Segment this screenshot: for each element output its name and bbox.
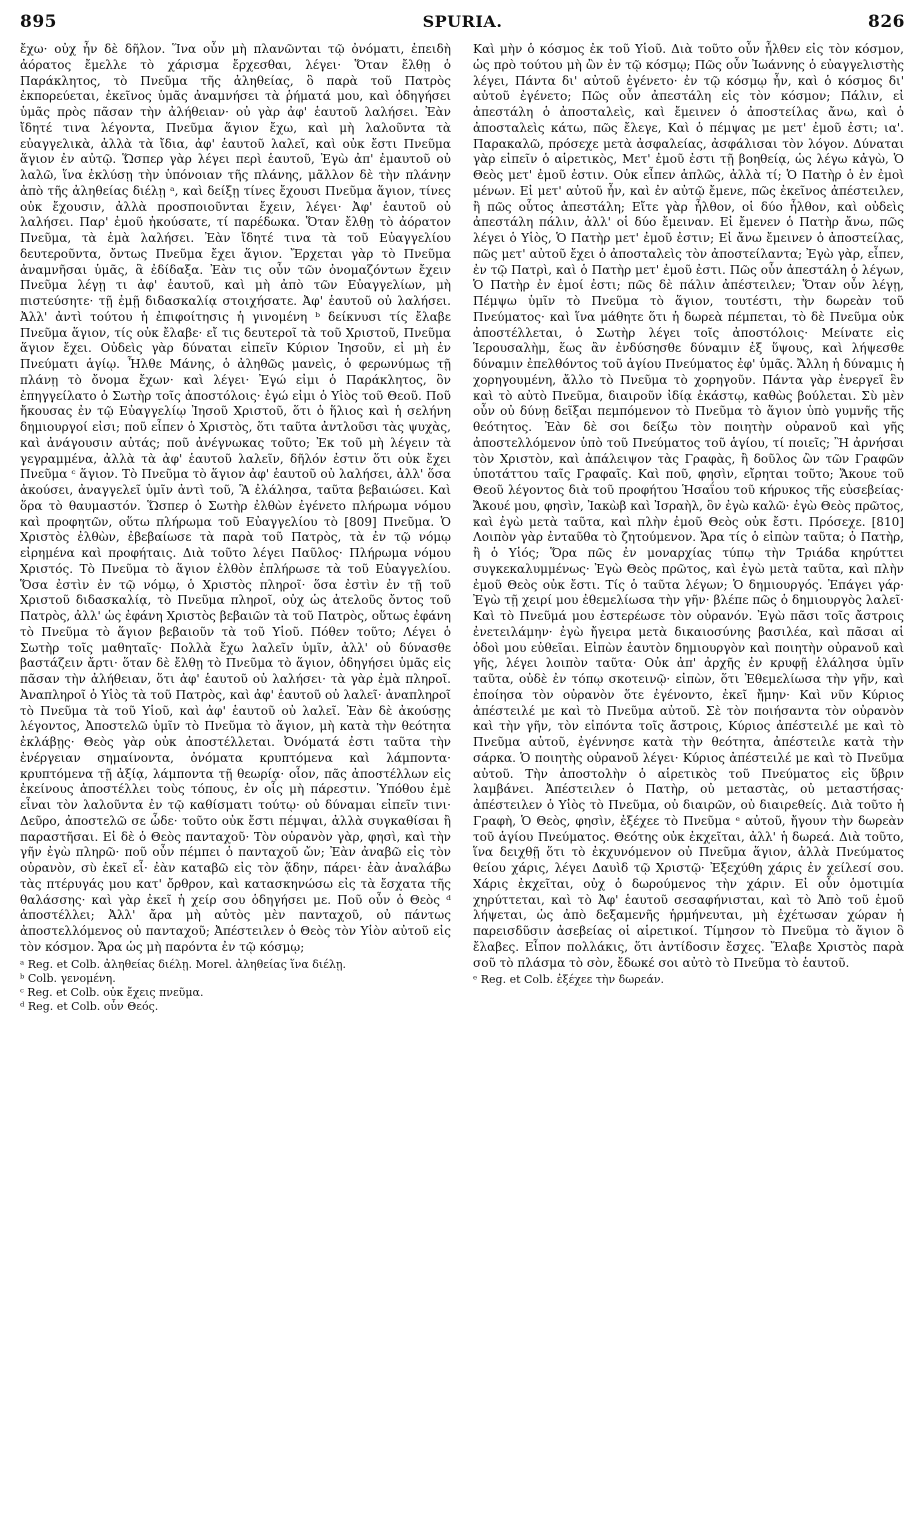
- left-footnotes: [20, 958, 451, 1014]
- page-number-right: 826: [868, 12, 905, 32]
- text-columns: [20, 42, 905, 1014]
- footnote: ᵈ Reg. et Colb. οὖν Θεός.: [20, 999, 159, 1013]
- left-column: [20, 42, 451, 1014]
- footnote: ᵉ Reg. et Colb. ἐξέχεε τὴν δωρεάν.: [473, 973, 665, 987]
- running-head: [20, 12, 905, 42]
- running-title: SPURIA.: [422, 12, 503, 31]
- footnote: ᵃ Reg. et Colb. ἀληθείας διέλῃ. Morel. ἀληθείας ἵνα διέλῃ.: [20, 957, 346, 971]
- right-footnotes: [473, 973, 904, 987]
- page-number-left: 895: [20, 12, 57, 32]
- right-column: [473, 42, 904, 1014]
- footnote: ᵇ Colb. γενομένη.: [20, 971, 116, 985]
- footnote: ᶜ Reg. et Colb. οὐκ ἔχεις πνεῦμα.: [20, 985, 204, 999]
- left-column-text: ἔχω· οὐχ ἦν δὲ δῆλον. Ἵνα οὖν μὴ πλανῶνται τῷ ὀνόματι, ἐπειδὴ ἀόρατος ἔμελλε τὸ χάρισμα ἔρχεσθαι, λέγει· Ὅταν ἔλθῃ ὁ Παράκλητος, τὸ Πνεῦμα τῆς ἀληθείας, ὃ παρὰ τοῦ Πατρὸς ἐκπορεύεται, ἐκεῖνος ὑμᾶς ἀναμνήσει τὰ ῥήματά μου, καὶ ὁδηγήσει ὑμᾶς πρὸς πᾶσαν τὴν ἀλήθειαν· οὐ γὰρ ἀφ' ἑαυτοῦ λαλήσει. Ἐὰν ἴδητέ τινα λέγοντα, Πνεῦμα ἅγιον ἔχω, καὶ μὴ λαλοῦντα τὰ εὐαγγελικὰ, ἀλλὰ τὰ ἴδια, ἀφ' ἑαυτοῦ λαλεῖ, καὶ οὐκ ἔστι Πνεῦμα ἅγιον ἐν αὐτῷ. Ὥσπερ γὰρ λέγει περὶ ἑαυτοῦ, Ἐγὼ ἀπ' ἐμαυτοῦ οὐ λαλῶ, ἵνα ἐκλύσῃ τὴν ὑπόνοιαν τῆς πλάνης, μᾶλλον δὲ τὴν πλάνην ἀπὸ τῆς ἀληθείας διέλῃ ᵃ, καὶ δείξῃ τίνες ἔχουσι Πνεῦμα ἅγιον, τίνες οὐκ ἔχουσιν, ἀλλὰ προσποιοῦνται ἔχειν, λέγει· Ἀφ' ἑαυτοῦ οὐ λαλήσει. Παρ' ἐμοῦ ἠκούσατε, τί παρέδωκα. Ὅταν ἔλθῃ τὸ ἀόρατον Πνεῦμα, τὰ ἐμὰ λαλήσει. Ἐὰν ἴδητέ τινα τὰ τοῦ Εὐαγγελίου δευτεροῦντα, ὄντως Πνεῦμα ἔχει ἅγιον. Ἔρχεται γὰρ τὸ Πνεῦμα ἀναμνῆσαι ὑμᾶς, ἃ ἐδίδαξα. Ἐὰν τις οὖν τῶν ὀνομαζόντων ἔχειν Πνεῦμα λέγῃ τι ἀφ' ἑαυτοῦ, καὶ μὴ ἀπὸ τῶν Εὐαγγελίων, μὴ πιστεύσητε· τῇ ἐμῇ διδασκαλίᾳ στοιχήσατε. Ἀφ' ἑαυτοῦ οὐ λαλήσει. Ἀλλ' ἀντὶ τούτου ἡ ἐπιφοίτησις ἡ γινομένη ᵇ δείκνυσι τίς ἔλαβε Πνεῦμα ἅγιον, τίς οὐκ ἔλαβε· εἴ τις δευτεροῖ τὰ τοῦ Χριστοῦ, Πνεῦμα ἅγιον ἔχει. Οὐδεὶς γὰρ δύναται εἰπεῖν Κύριον Ἰησοῦν, εἰ μὴ ἐν Πνεύματι ἁγίῳ. Ἦλθε Μάνης, ὁ ἀληθῶς μανεὶς, ὁ φερωνύμως τῇ πλάνῃ τὸ ὄνομα ἔχων· καὶ λέγει· Ἐγώ εἰμι ὁ Παράκλητος, ὃν ἐπηγγείλατο ὁ Σωτὴρ τοῖς ἀποστόλοις· ἐγώ εἰμι ὁ Υἱὸς τοῦ Θεοῦ. Ποῦ ἤκουσας ἐν τῷ Εὐαγγελίῳ Ἰησοῦ Χριστοῦ, ὅτι ὁ ἥλιος καὶ ἡ σελήνη δημιουργοί εἰσι; ποῦ εἶπεν ὁ Χριστὸς, ὅτι ταῦτα ἀντλοῦσι τὰς ψυχὰς, καὶ ἀνάγουσιν αὐτάς; ποῦ ἀνέγνωκας τοῦτο; Ἐκ τοῦ μὴ λέγειν τὰ γεγραμμένα, ἀλλὰ τὰ ἀφ' ἑαυτοῦ λαλεῖν, δῆλόν ἐστιν ὅτι οὐκ ἔχει Πνεῦμα ᶜ ἅγιον. Τὸ Πνεῦμα τὸ ἅγιον ἀφ' ἑαυτοῦ οὐ λαλήσει, ἀλλ' ὅσα ἀκούσει, ἀναγγελεῖ ὑμῖν ἀντὶ τοῦ, Ἃ ἐλάλησα, ταῦτα βεβαιώσει. Καὶ ὅρα τὸ θαυμαστόν. Ὥσπερ ὁ Σωτὴρ ἐλθὼν ἐγένετο πλήρωμα νόμου καὶ προφητῶν, οὕτω πλήρωμα τοῦ Εὐαγγελίου τὸ [809] Πνεῦμα. Ὁ Χριστὸς ἐλθὼν, ἐβεβαίωσε τὰ παρὰ τοῦ Πατρὸς, τὰ ἐν τῷ νόμῳ εἰρημένα καὶ προφήταις. Διὰ τοῦτο λέγει Παῦλος· Πλήρωμα νόμου Χριστός. Τὸ Πνεῦμα τὸ ἅγιον ἐλθὸν ἐπλήρωσε τὰ τοῦ Εὐαγγελίου. Ὅσα ἐστὶν ἐν τῷ νόμῳ, ὁ Χριστὸς πληροῖ· ὅσα ἐστὶν ἐν τῇ τοῦ Χριστοῦ διδασκαλίᾳ, τὸ Πνεῦμα πληροῖ, οὐχ ὡς ἀτελοῦς ὄντος τοῦ Πατρὸς, ἀλλ' ὡς ἐφάνη Χριστὸς βεβαιῶν τὰ τοῦ Πατρὸς, οὕτως ἐφάνη τὸ Πνεῦμα τὸ ἅγιον βεβαιοῦν τὰ τοῦ Υἱοῦ. Πόθεν τοῦτο; Λέγει ὁ Σωτὴρ τοῖς μαθηταῖς· Πολλὰ ἔχω λαλεῖν ὑμῖν, ἀλλ' οὐ δύνασθε βαστάζειν ἄρτι· ὅταν δὲ ἔλθῃ τὸ Πνεῦμα τὸ ἅγιον, ὁδηγήσει ὑμᾶς εἰς πᾶσαν τὴν ἀλήθειαν, ὅτι ἀφ' ἑαυτοῦ οὐ λαλήσει· τὰ γὰρ ἐμὰ πληροῖ. Ἀναπληροῖ ὁ Υἱὸς τὰ τοῦ Πατρὸς, καὶ ἀφ' ἑαυτοῦ οὐ λαλεῖ· ἀναπληροῖ τὸ Πνεῦμα τὰ τοῦ Υἱοῦ, καὶ ἀφ' ἑαυτοῦ οὐ λαλεῖ. Ἐὰν δὲ ἀκούσῃς λέγοντος, Ἀποστελῶ ὑμῖν τὸ Πνεῦμα τὸ ἅγιον, μὴ κατὰ τὴν θεότητα ἐκλάβῃς· Θεὸς γὰρ οὐκ ἀποστέλλεται. Ὀνόματά ἐστι ταῦτα τὴν ἐνέργειαν σημαίνοντα, ὀνόματα κρυπτόμενα καὶ λάμποντα· κρυπτόμενα τῇ ἀξίᾳ, λάμποντα τῇ θεωρίᾳ· οἷον, πᾶς ἀποστέλλων εἰς ἐκείνους ἀποστέλλει τοὺς τόπους, ἐν οἷς μὴ πάρεστιν. Ὑπόθου ἐμὲ εἶναι τὸν λαλοῦντα ἐν τῷ καθίσματι τούτῳ· οὐ δύναμαι εἰπεῖν τινι· Δεῦρο, ἀποστελῶ σε ὧδε· τοῦτο οὐκ ἔστι πέμψαι, ἀλλὰ συγκαθίσαι ἢ παραστῆσαι. Εἰ δὲ ὁ Θεὸς πανταχοῦ· Τὸν οὐρανὸν γὰρ, φησὶ, καὶ τὴν γῆν ἐγὼ πληρῶ· ποῦ οὖν πέμπει ὁ πανταχοῦ ὤν; Ἐὰν ἀναβῶ εἰς τὸν οὐρανὸν, σὺ ἐκεῖ εἶ· ἐὰν καταβῶ εἰς τὸν ᾅδην, πάρει· ἐὰν ἀναλάβω τὰς πτέρυγάς μου κατ' ὄρθρον, καὶ κατασκηνώσω εἰς τὰ ἔσχατα τῆς θαλάσσης· καὶ γὰρ ἐκεῖ ἡ χείρ σου ὁδηγήσει με. Ποῦ οὖν ὁ Θεὸς ᵈ ἀποστέλλει; Ἀλλ' ἄρα μὴ αὐτὸς μὲν πανταχοῦ, οὐ πάντως ἀποστελλόμενος οὐ πανταχοῦ; Ἀπέστειλεν ὁ Θεὸς τὸν Υἱὸν αὐτοῦ εἰς τὸν κόσμον. Ἄρα ὡς μὴ παρόντα ἐν τῷ κόσμῳ;: [20, 42, 451, 954]
- right-column-text: Καὶ μὴν ὁ κόσμος ἐκ τοῦ Υἱοῦ. Διὰ τοῦτο οὖν ἦλθεν εἰς τὸν κόσμον, ὡς πρὸ τούτου μὴ ὢν ἐν τῷ κόσμῳ; Πῶς οὖν Ἰωάννης ὁ εὐαγγελιστὴς λέγει, Πάντα δι' αὐτοῦ ἐγένετο· ἐν τῷ κόσμῳ ἦν, καὶ ὁ κόσμος δι' αὐτοῦ ἐγένετο; Πῶς οὖν ἀπεστάλη εἰς τὸν κόσμον; Πάλιν, εἰ ἀπεστάλη ὁ ἀποσταλεὶς, καὶ ἔμεινεν ὁ ἀποστείλας ἄνω, καὶ ὁ ἀποσταλεὶς κάτω, πῶς ἔλεγε, Καὶ ὁ πέμψας με μετ' ἐμοῦ ἐστι; ια'. Παρακαλῶ, πρόσεχε μετὰ ἀσφαλείας, ἀσφάλισαι τὸν λόγον. Δύναται γὰρ εἰπεῖν ὁ αἱρετικὸς, Μετ' ἐμοῦ ἐστι τῇ βοηθείᾳ, ὡς λέγω κἀγὼ, Ὁ Θεὸς μετ' ἐμοῦ ἐστιν. Οὐκ εἶπεν ἁπλῶς, ἀλλὰ τί; Ὁ Πατὴρ ὁ ἐν ἐμοὶ μένων. Εἰ μετ' αὐτοῦ ἦν, καὶ ἐν αὐτῷ ἔμενε, πῶς ἐκεῖνος ἀπέστειλεν, ἢ πῶς οὗτος ἀπεστάλη; Εἴτε γὰρ ἦλθον, οἱ δύο ἦλθον, καὶ οὐδεὶς ἀπεστάλη πάλιν, ἀλλ' οἱ δύο ἔμειναν. Εἰ ἔμενεν ὁ Πατὴρ ἄνω, πῶς λέγει ὁ Υἱὸς, Ὁ Πατὴρ μετ' ἐμοῦ ἐστιν; Εἰ ἄνω ἔμεινεν ὁ ἀποστείλας, πῶς μετ' αὐτοῦ ἔχει ὁ ἀποσταλεὶς τὸν ἀποστείλαντα; Ἐγὼ γὰρ, εἶπεν, ἐν τῷ Πατρὶ, καὶ ὁ Πατὴρ μετ' ἐμοῦ ἐστι. Πῶς οὖν ἀπεστάλη ὁ λέγων, Ὁ Πατὴρ ἐν ἐμοί ἐστι; πῶς δὲ πάλιν ἀπέστειλεν; Ὅταν οὖν λέγῃ, Πέμψω ὑμῖν τὸ Πνεῦμα τὸ ἅγιον, τουτέστι, τὴν δωρεὰν τοῦ Πνεύματος· καὶ ἵνα μάθητε ὅτι ἡ δωρεὰ πέμπεται, τὸ δὲ Πνεῦμα οὐκ ἀποστέλλεται, ὁ Σωτὴρ λέγει τοῖς ἀποστόλοις· Μείνατε εἰς Ἱερουσαλὴμ, ἕως ἂν ἐνδύσησθε δύναμιν ἐξ ὕψους, καὶ λήψεσθε δύναμιν ἐπελθόντος τοῦ ἁγίου Πνεύματος ἐφ' ὑμᾶς. Ἄλλη ἡ δύναμις ἡ χορηγουμένη, ἄλλο τὸ Πνεῦμα τὸ χορηγοῦν. Πάντα γὰρ ἐνεργεῖ ἓν καὶ τὸ αὐτὸ Πνεῦμα, διαιροῦν ἰδίᾳ ἑκάστῳ, καθὼς βούλεται. Σὺ μὲν οὖν οὐ δύνῃ δεῖξαι πεμπόμενον τὸ Πνεῦμα τὸ ἅγιον ὑπὸ γυμνῆς τῆς θεότητος. Ἐὰν δὲ σοι δείξω τὸν ποιητὴν οὐρανοῦ καὶ γῆς ἀποστελλόμενον ὑπὸ τοῦ Πνεύματος τοῦ ἁγίου, τί ποιεῖς; Ἢ ἀρνήσαι τὸν Χριστὸν, καὶ ἀπάλειψον τὰς Γραφὰς, ἢ δοῦλος ὢν τῶν Γραφῶν ὑποτάττου ταῖς Γραφαῖς. Καὶ ποῦ, φησὶν, εἴρηται τοῦτο; Ἄκουε τοῦ Θεοῦ λέγοντος διὰ τοῦ προφήτου Ἡσαΐου τοῦ κήρυκος τῆς εὐσεβείας· Ἄκουέ μου, φησὶν, Ἰακὼβ καὶ Ἰσραὴλ, ὃν ἐγὼ καλῶ· ἐγὼ Θεὸς πρῶτος, καὶ ἐγὼ μετὰ ταῦτα, καὶ πλὴν ἐμοῦ Θεὸς οὐκ ἔστι. Πρόσεχε. [810] Λοιπὸν γὰρ ἐνταῦθα τὸ ζητούμενον. Ἄρα τίς ὁ εἰπὼν ταῦτα; ὁ Πατὴρ, ἢ ὁ Υἱός; Ὅρα πῶς ἐν μοναρχίας τύπῳ τὴν Τριάδα κηρύττει συγκεκαλυμμένως· Ἐγὼ Θεὸς πρῶτος, καὶ ἐγὼ μετὰ ταῦτα, καὶ πλὴν ἐμοῦ Θεὸς οὐκ ἔστι. Τίς ὁ ταῦτα λέγων; Ὁ δημιουργός. Ἐπάγει γάρ· Ἐγὼ τῇ χειρί μου ἐθεμελίωσα τὴν γῆν· βλέπε πῶς ὁ δημιουργὸς λαλεῖ· Καὶ τὸ Πνεῦμά μου ἐστερέωσε τὸν οὐρανόν. Ἐγὼ πᾶσι τοῖς ἄστροις ἐνετειλάμην· ἐγὼ ἤγειρα μετὰ δικαιοσύνης βασιλέα, καὶ πᾶσαι αἱ ὁδοὶ μου εὐθεῖαι. Εἰπὼν ἑαυτὸν δημιουργὸν καὶ ποιητὴν οὐρανοῦ καὶ γῆς, λέγει λοιπὸν ταῦτα· Οὐκ ἀπ' ἀρχῆς ἐν κρυφῇ ἐλάλησα ὑμῖν ταῦτα, οὐδὲ ἐν τόπῳ σκοτεινῷ· εἰπὼν, ὅτι Ἐθεμελίωσα τὴν γῆν, καὶ ἐποίησα τὸν οὐρανὸν ὅτε ἐγένοντο, ἐκεῖ ἤμην· Καὶ νῦν Κύριος ἀπέστειλέ με καὶ τὸ Πνεῦμα αὐτοῦ. Σὲ τὸν ποιήσαντα τὸν οὐρανὸν καὶ τὴν γῆν, τὸν εἰπόντα τοῖς ἄστροις, Κύριος ἀπέστειλέ με καὶ τὸ Πνεῦμα αὐτοῦ, ἐγέννησε κατὰ τὴν θεότητα, ἀπέστειλε κατὰ τὴν σάρκα. Ὁ ποιητὴς οὐρανοῦ λέγει· Κύριος ἀπέστειλέ με καὶ τὸ Πνεῦμα αὐτοῦ. Τὴν ἀποστολὴν ὁ αἱρετικὸς τοῦ Πνεύματος εἰς ὕβριν λαμβάνει. Ἀπέστειλεν ὁ Πατὴρ, οὐ μεταστὰς, οὐ μεταστήσας· ἀπέστειλεν ὁ Υἱὸς τὸ Πνεῦμα, οὐ διαιρῶν, οὐ διαιρεθείς. Διὰ τοῦτο ἡ Γραφὴ, Ὁ Θεὸς, φησὶν, ἐξέχεε τὸ Πνεῦμα ᵉ αὐτοῦ, ἤγουν τὴν δωρεὰν τοῦ ἁγίου Πνεύματος. Θεότης οὐκ ἐκχεῖται, ἀλλ' ἡ δωρεά. Διὰ τοῦτο, ἵνα δειχθῇ ὅτι τὸ ἐκχυνόμενον οὐ Πνεῦμα ἅγιον, ἀλλὰ Πνεύματος θείου χάρις, λέγει Δαυὶδ τῷ Χριστῷ· Ἐξεχύθη χάρις ἐν χείλεσί σου. Χάρις ἐκχεῖται, οὐχ ὁ δωρούμενος τὴν χάριν. Εἰ οὖν ὁμοτιμία χηρύττεται, καὶ τὸ Ἀφ' ἑαυτοῦ σεσαφήνισται, καὶ τὸ Ἀπὸ τοῦ ἐμοῦ λήψεται, ὡς ἀπὸ δεξαμενῆς ἡρμήνευται, μὴ ἐχέτωσαν χώραν ἡ παρεισδῦσιν ἀσεβείας οἱ αἱρετικοί. Τίμησον τὸ Πνεῦμα τὸ ἅγιον ὃ ἔλαβες. Εἶπον πολλάκις, ὅτι ἀντίδοσιν ἔσχες. Ἔλαβε Χριστὸς παρὰ σοῦ τὸ πλάσμα τὸ σὸν, ἔδωκέ σοι αὐτὸ τὸ Πνεῦμα τὸ ἑαυτοῦ.: [473, 42, 904, 970]
